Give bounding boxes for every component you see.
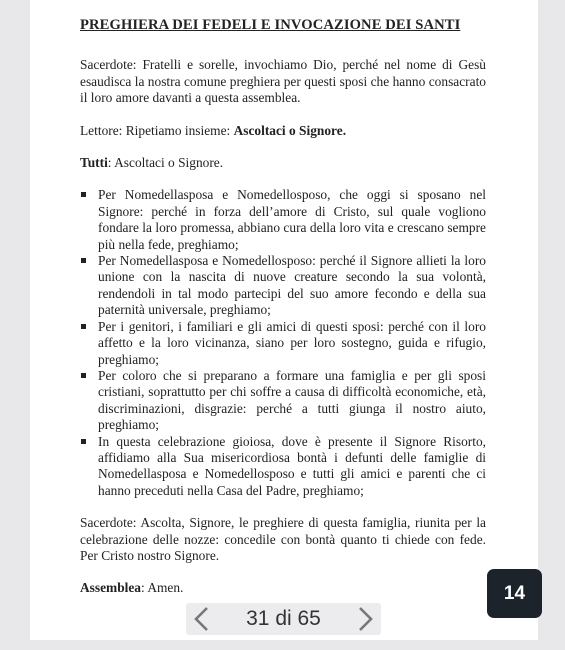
bullet-icon: [81, 192, 86, 197]
page-indicator: 31 di 65: [246, 607, 321, 630]
chevron-right-icon: [355, 606, 375, 632]
prayer-text: Per coloro che si preparano a formare una famiglia e per gli sposi cristiani, soprattutto per chi soffre a causa di difficoltà economiche, età, discriminazioni, disgrazie: perché a tutti giunga il nostro aiuto, preghiamo;: [98, 367, 486, 433]
tutti-text: : Ascoltaci o Signore.: [107, 155, 224, 171]
prayer-item: [98, 368, 486, 434]
prayer-text: Per Nomedellasposa e Nomedellosposo: perché il Signore allieti la loro unione con la nascita di nuove creature secondo la sua volontà, rendendoli in tal modo partecipi del suo amore fecondo e della sua paternità universale, preghiamo;: [98, 253, 486, 318]
next-page-button[interactable]: [349, 603, 381, 635]
prayer-item: [98, 434, 486, 500]
prayer-text: Per Nomedellasposa e Nomedellosposo, che oggi si sposano nel Signore: perché in forza dell’amore di Cristo, sul quale vogliono fondare la loro promessa, abbiano cura della loro vita e crescano sempre più nella fede, preghiamo;: [98, 187, 486, 252]
bullet-icon: [81, 258, 86, 263]
prayer-item: [98, 187, 486, 253]
prayer-list: [80, 187, 486, 499]
tutti-paragraph: [80, 155, 486, 171]
document-page: [30, 0, 538, 640]
assemblea-paragraph: [80, 580, 486, 596]
closing-paragraph: Sacerdote: Ascolta, Signore, le preghiere di questa famiglia, riunita per la celebrazione delle nozze: concedile con bontà quanto ti chiede con fede. Per Cristo nostro Signore.: [80, 515, 486, 563]
assemblea-text: : Amen.: [141, 580, 184, 596]
intro-paragraph: Sacerdote: Fratelli e sorelle, invochiamo Dio, perché nel nome di Gesù esaudisca la nostra comune preghiera per questi sposi che hanno consacrato il loro amore davanti a questa assemblea.: [80, 57, 486, 106]
prayer-item: [98, 319, 486, 368]
page-number-badge: 14: [487, 569, 542, 618]
page-title: PREGHIERA DEI FEDELI E INVOCAZIONE DEI SANTI: [80, 17, 461, 33]
prev-page-button[interactable]: [186, 603, 218, 635]
tutti-label: Tutti: [80, 155, 108, 171]
prayer-text: Per i genitori, i familiari e gli amici di questi sposi: perché con il loro affetto e la loro vicinanza, siano per loro sostegno, guida e rifugio, preghiamo;: [98, 318, 486, 367]
lettore-response: Ascoltaci o Signore.: [233, 122, 347, 138]
prayer-item: [98, 253, 486, 319]
prayer-text: In questa celebrazione gioiosa, dove è presente il Signore Risorto, affidiamo alla Sua misericordiosa bontà i defunti delle famiglie di Nomedellasposa e Nomedellosposo e tutti gli amici e parenti che ci hanno preceduti nella Casa del Padre, preghiamo;: [98, 433, 486, 498]
bullet-icon: [81, 373, 86, 378]
page-navigator: [186, 603, 381, 635]
document-content: [80, 17, 486, 597]
lettore-paragraph: [80, 123, 486, 139]
chevron-left-icon: [192, 606, 212, 632]
lettore-prefix: Lettore: Ripetiamo insieme:: [80, 122, 234, 138]
assemblea-label: Assemblea: [80, 580, 141, 596]
bullet-icon: [81, 324, 86, 329]
bullet-icon: [81, 439, 86, 444]
